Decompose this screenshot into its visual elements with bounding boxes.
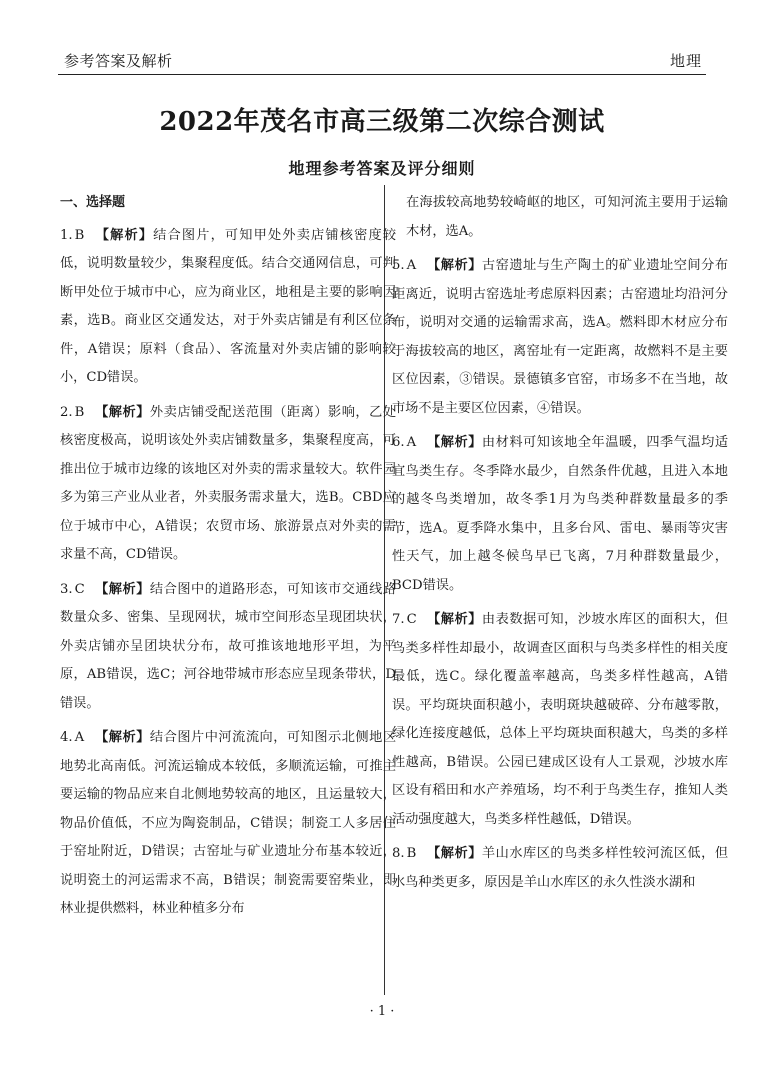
left-column [60, 189, 396, 930]
analysis-tag: 【解析】 [94, 581, 150, 597]
page-number: · 1 · [369, 1004, 395, 1019]
answer-item-1 [60, 222, 396, 393]
answer-letter: A [406, 435, 417, 450]
analysis-tag: 【解析】 [426, 612, 482, 627]
question-number: 5. [392, 258, 405, 273]
answer-letter: C [406, 612, 417, 627]
answer-letter: A [406, 258, 417, 273]
answer-item-8 [392, 840, 728, 897]
answer-item-2 [60, 399, 396, 570]
right-column [392, 189, 728, 903]
analysis-tag: 【解析】 [94, 227, 154, 243]
page-subtitle: 地理参考答案及评分细则 [288, 159, 476, 178]
question-number: 6. [392, 435, 405, 450]
analysis-tag: 【解析】 [94, 404, 150, 420]
answer-item-7 [392, 606, 728, 834]
answer-letter: C [74, 581, 85, 597]
answer-item-4 [60, 724, 396, 924]
analysis-text: 结合图中的道路形态，可知该市交通线路数量众多、密集、呈现网状，城市空间形态呈现团块状，外卖店铺亦呈团块状分布，故可推该地地形平坦，为平原，AB错误，选C；河谷地带城市形态应呈现条带状，D错误。 [60, 581, 397, 711]
header-rule [58, 74, 706, 75]
question-number: 8. [392, 846, 405, 861]
analysis-tag: 【解析】 [94, 730, 150, 745]
header-subject: 地理 [669, 52, 702, 70]
analysis-tag: 【解析】 [426, 435, 482, 450]
section-heading: 一、选择题 [60, 195, 126, 210]
question-number: 7. [392, 612, 405, 627]
question-number: 1. [60, 227, 73, 243]
answer-letter: B [406, 846, 417, 861]
analysis-text: 结合图片中河流流向，可知图示北侧地区地势北高南低。河流运输成本较低，多顺流运输，可推主要运输的物品应来自北侧地势较高的地区，且运量较大，物品价值低，不应为陶瓷制品，C错误；制瓷工人多居住于窑址附近，D错误；古窑址与矿业遗址分布基本较近，说明瓷土的河运需求不高，B错误；制瓷需要窑柴业，即林业提供燃料，林业种植多分布 [60, 730, 397, 916]
answer-item-3 [60, 576, 396, 719]
question-number: 2. [60, 404, 73, 420]
answer-letter: A [74, 730, 85, 745]
page-title: 2022年茂名市高三级第二次综合测试 [159, 107, 605, 137]
question-number: 4. [60, 730, 73, 745]
answer-item-6 [392, 429, 728, 600]
answer-letter: B [74, 227, 85, 243]
continued-text: 在海拔较高地势较崎岖的地区，可知河流主要用于运输木材，选A。 [406, 195, 728, 239]
answer-letter: B [74, 404, 85, 420]
answer-item-5 [392, 252, 728, 423]
analysis-text: 由表数据可知，沙坡水库区的面积大，但鸟类多样性却最小，故调查区面积与鸟类多样性的相关度最低，选C。绿化覆盖率越高，鸟类多样性越高，A错误。平均斑块面积越小，表明斑块越破碎、分布越零散，绿化连接度越低，总体上平均斑块面积越大，鸟类的多样性越高，B错误。公园已建成区设有人工景观，沙坡水库区设有稻田和水产养殖场，均不利于鸟类生存，推知人类活动强度越大，鸟类多样性越低，D错误。 [392, 612, 729, 827]
analysis-tag: 【解析】 [426, 846, 482, 861]
analysis-text: 结合图片，可知甲处外卖店铺核密度较低，说明数量较少，集聚程度低。结合交通网信息，可判断甲处位于城市中心，应为商业区，地租是主要的影响因素，选B。商业区交通发达，对于外卖店铺是有利区位条件，A错误；原料（食品）、客流量对外卖店铺的影响较小，CD错误。 [60, 227, 397, 385]
header-left: 参考答案及解析 [64, 52, 173, 70]
analysis-text: 羊山水库区的鸟类多样性较河流区低，但水鸟种类更多，原因是羊山水库区的永久性淡水湖和 [392, 846, 729, 890]
analysis-text: 外卖店铺受配送范围（距离）影响，乙处核密度极高，说明该处外卖店铺数量多，集聚程度高，可推出位于城市边缘的该地区对外卖的需求量较大。软件园多为第三产业从业者，外卖服务需求量大，选B。CBD应位于城市中心，A错误；农贸市场、旅游景点对外卖的需求量不高，CD错误。 [60, 404, 397, 562]
analysis-text: 古窑遗址与生产陶土的矿业遗址空间分布距离近，说明古窑选址考虑原料因素；古窑遗址均沿河分布，说明对交通的运输需求高，选A。燃料即木材应分布于海拔较高的地区，离窑址有一定距离，故燃料不是主要区位因素，③错误。景德镇多官窑，市场多不在当地，故市场不是主要区位因素，④错误。 [392, 258, 729, 416]
analysis-text: 由材料可知该地全年温暖，四季气温均适宜鸟类生存。冬季降水最少，自然条件优越，且进入本地的越冬鸟类增加，故冬季1月为鸟类种群数量最多的季节，选A。夏季降水集中，且多台风、雷电、暴雨等灾害性天气，加上越冬候鸟早已飞离，7月种群数量最少，BCD错误。 [392, 435, 729, 593]
analysis-tag: 【解析】 [426, 258, 482, 273]
question-number: 3. [60, 581, 73, 597]
